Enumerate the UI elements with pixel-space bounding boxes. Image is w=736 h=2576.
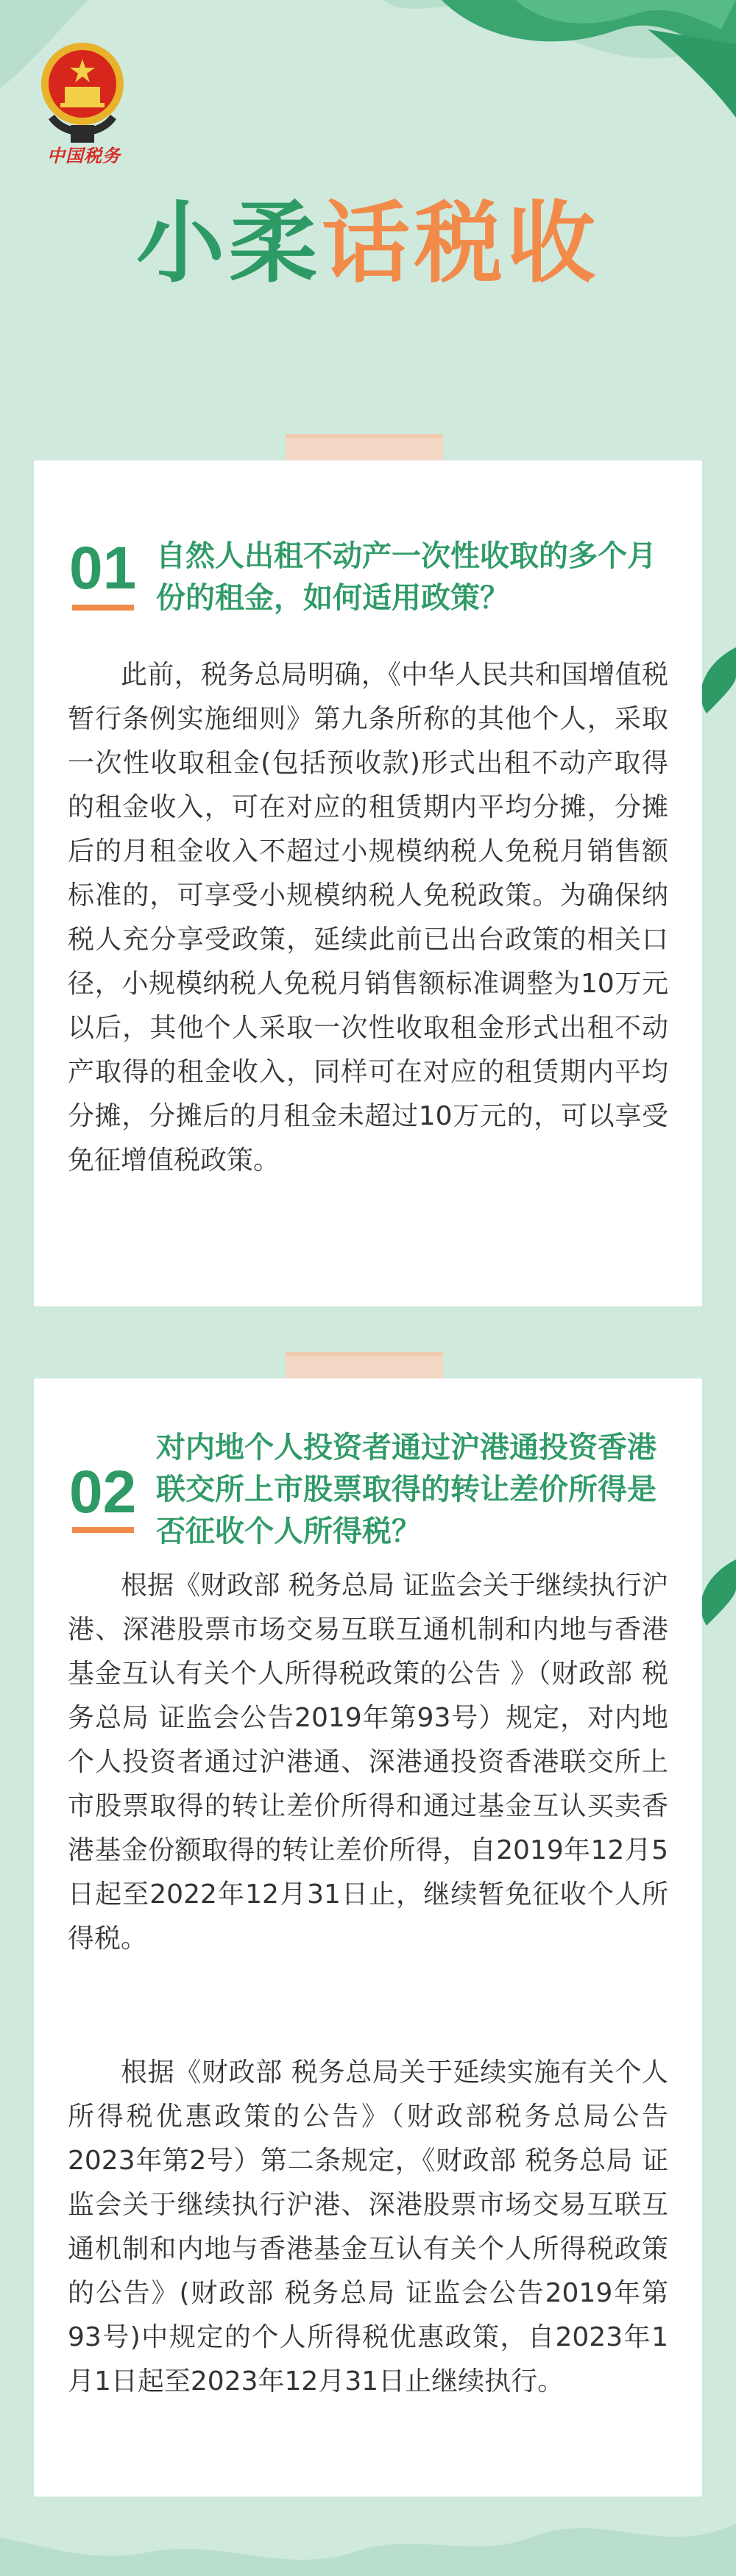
brand-name: 中国税务 — [47, 145, 121, 166]
national-emblem-icon — [34, 38, 131, 150]
answer-paragraph: 此前，税务总局明确，《中华人民共和国增值税暂行条例实施细则》第九条所称的其他个人，采取一次性收取租金(包括预收款)形式出租不动产取得的租金收入，可在对应的租赁期内平均分摊，分摊后的月租金收入不超过小规模纳税人免税月销售额标准的，可享受小规模纳税人免税政策。为确保纳税人充分享受政策，延续此前已出台政策的相关口径，小规模纳税人免税月销售额标准调整为10万元以后，其他个人采取一次性收取租金形式出租不动产取得的租金收入，同样可在对应的租赁期内平均分摊，分摊后的月租金未超过10万元的，可以享受免征增值税政策。 — [68, 660, 668, 1175]
title-part-green: 小柔 — [136, 193, 322, 295]
answer-paragraph: 根据《财政部 税务总局关于延续实施有关个人所得税优惠政策的公告》（财政部税务总局公告2023年第2号）第二条规定，《财政部 税务总局 证监会关于继续执行沪港、深港股票市场交易互联互通机制和内地与香港基金互认有关个人所得税政策的公告》(财政部 税务总局 证监会公告2019年第93号)中规定的个人所得税优惠政策，自2023年1月1日起至2023年12月31日止继续执行。 — [68, 2057, 668, 2397]
faq-card — [34, 1378, 702, 2497]
question-number: 01 — [69, 535, 137, 602]
question-text: 对内地个人投资者通过沪港通投资香港联交所上市股票取得的转让差价所得是否征收个人所得税？ — [156, 1431, 657, 1548]
question-header — [69, 1427, 673, 1567]
faq-card — [34, 460, 702, 1306]
question-header — [69, 536, 673, 631]
page-title — [0, 193, 736, 296]
header — [0, 0, 736, 383]
title-part-orange: 话税收 — [322, 193, 600, 295]
number-underline — [72, 605, 134, 611]
number-underline — [72, 1527, 134, 1533]
question-text: 自然人出租不动产一次性收取的多个月份的租金，如何适用政策？ — [156, 539, 657, 615]
bottom-leaves-decoration — [0, 2494, 736, 2576]
answer-paragraph: 根据《财政部 税务总局 证监会关于继续执行沪港、深港股票市场交易互联互通机制和内地与香港基金互认有关个人所得税政策的公告 》（财政部 税务总局 证监会公告2019年第93号）规定，对内地个人投资者通过沪港通、深港通投资香港联交所上市股票取得的转让差价所得和通过基金互认买卖香港基金份额取得的转让差价所得，自2019年12月5日起至2022年12月31日止，继续暂免征收个人所得税。 — [68, 1570, 668, 1954]
question-number: 02 — [69, 1459, 137, 1526]
